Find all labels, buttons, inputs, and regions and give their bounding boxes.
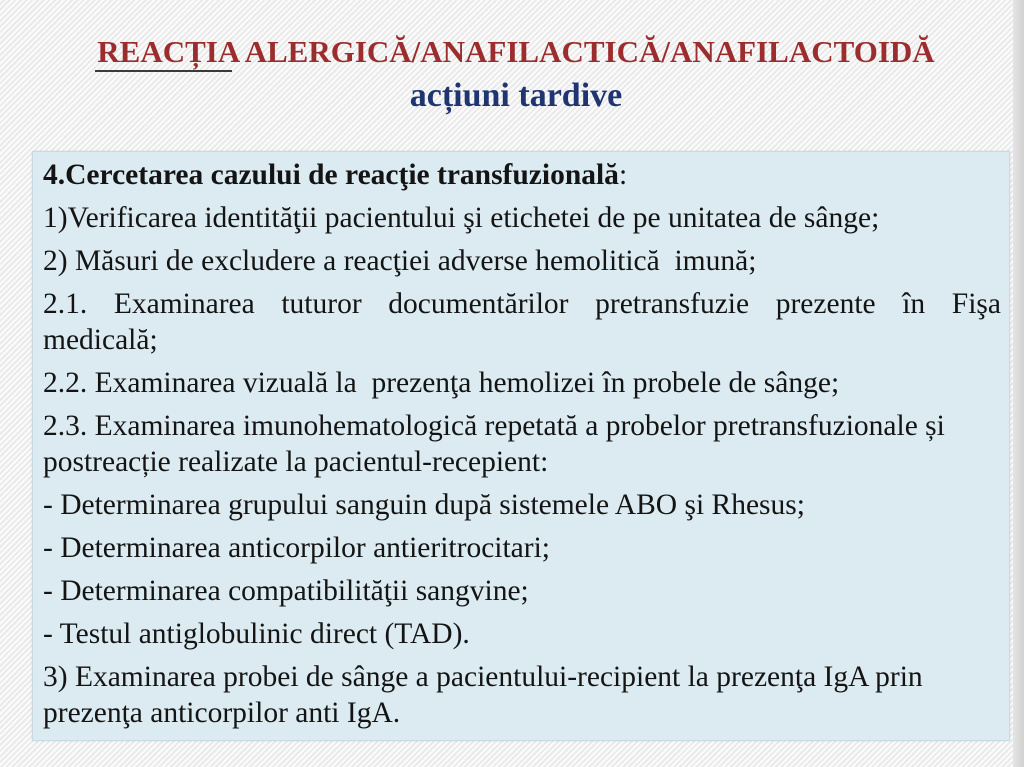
list-item-3	[43, 659, 1001, 731]
list-item-dash-1	[43, 487, 1001, 523]
list-item-line: 1)Verificarea identităţii pacientului şi etichetei de pe unitatea de sânge;	[43, 202, 880, 234]
list-item-line: 2.3. Examinarea imunohematologică repetată a probelor pretransfuzionale și	[43, 410, 945, 442]
list-item-line: postreacție realizate la pacientul-recepient:	[43, 446, 549, 478]
list-item-2	[43, 243, 1001, 279]
list-item-line: - Determinarea compatibilităţii sangvine;	[43, 575, 529, 607]
list-item-line: - Testul antiglobulinic direct (TAD).	[43, 618, 470, 650]
list-item-line: 2) Măsuri de excludere a reacţiei adverse hemolitică imună;	[43, 245, 757, 277]
list-item-dash-3	[43, 573, 1001, 609]
section-heading-colon: :	[618, 159, 628, 191]
list-item-line: - Determinarea anticorpilor antieritrocitari;	[43, 532, 550, 564]
list-item-2-2	[43, 365, 1001, 401]
list-item-1	[43, 200, 1001, 236]
list-item-2-1	[43, 286, 1001, 358]
list-item-dash-4	[43, 616, 1001, 652]
section-heading	[43, 157, 1001, 193]
list-item-line: 2.1. Examinarea tuturor documentărilor pretransfuzie prezente în Fişa	[43, 288, 1001, 320]
slide-subtitle: acțiuni tardive	[409, 77, 623, 114]
list-item-line: - Determinarea grupului sanguin după sistemele ABO şi Rhesus;	[43, 489, 805, 521]
list-item-line: medicală;	[43, 324, 158, 356]
list-item-2-3	[43, 408, 1001, 480]
title-underline	[95, 70, 232, 72]
section-heading-text: 4.Cercetarea cazului de reacţie transfuzională	[43, 159, 619, 191]
list-item-dash-2	[43, 530, 1001, 566]
list-item-line: 2.2. Examinarea vizuală la prezenţa hemolizei în probele de sânge;	[43, 367, 840, 399]
list-item-line: 3) Examinarea probei de sânge a pacientului-recipient la prezenţa IgA prin	[43, 661, 923, 693]
content-box	[32, 151, 1010, 741]
slide-title: REACȚIA ALERGICĂ/ANAFILACTICĂ/ANAFILACTOIDĂ	[97, 34, 935, 69]
list-item-line: prezenţa anticorpilor anti IgA.	[43, 697, 401, 729]
